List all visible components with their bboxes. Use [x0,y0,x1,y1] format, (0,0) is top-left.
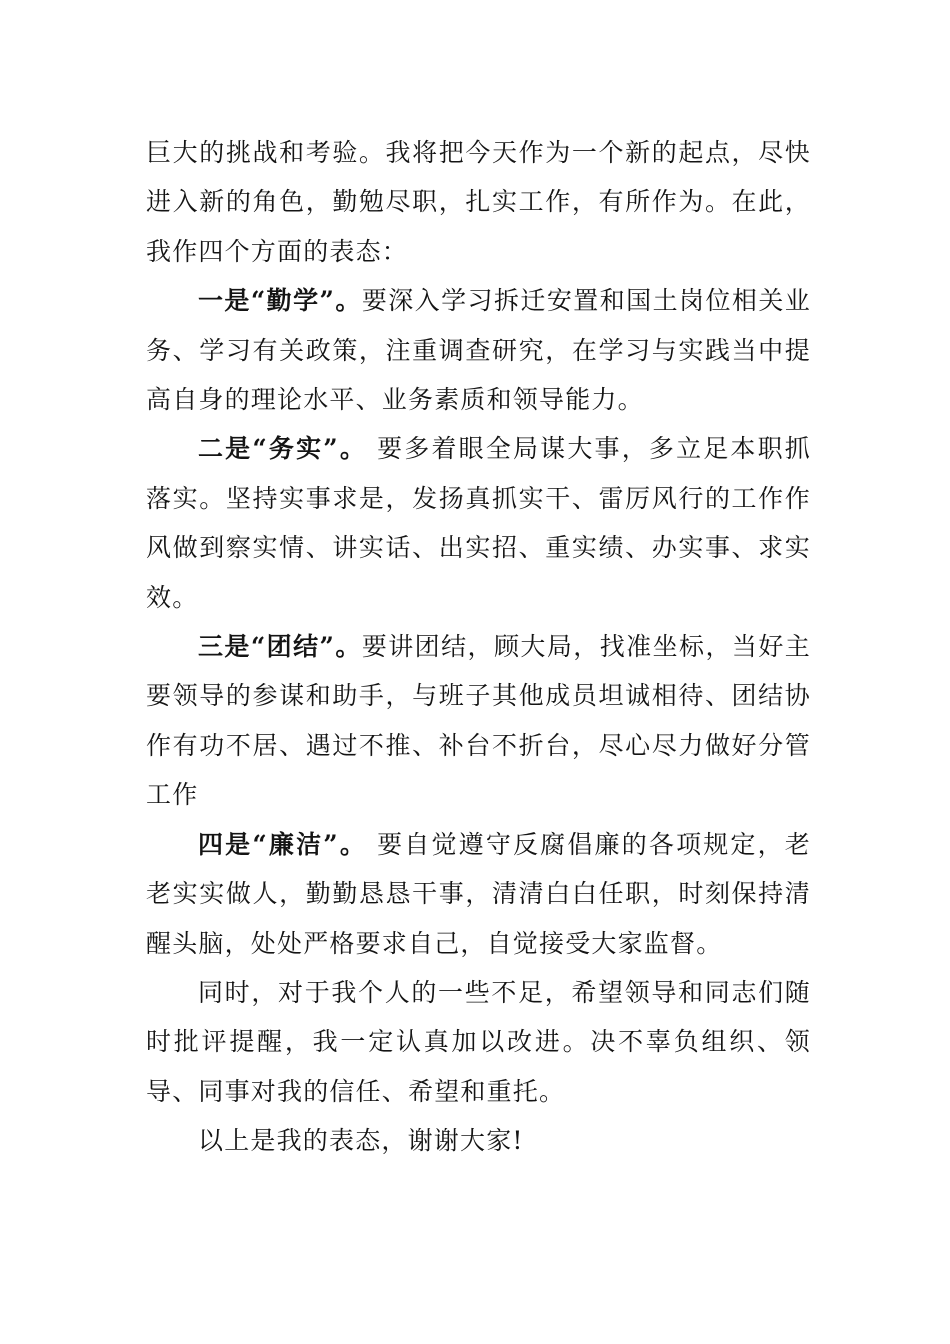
paragraph-heading: 二是“务实”。 [198,434,367,464]
paragraph-heading: 一是“勤学”。 [198,286,362,316]
paragraph-heading: 四是“廉洁”。 [198,829,367,859]
paragraph-text: 要多着眼全局谋大事，多立足本职抓落实。坚持实事求是，发扬真抓实干、雷厉风行的工作作风做到察实情、讲实话、出实招、重实绩、办实事、求实效。 [146,434,811,612]
paragraph-text: 以上是我的表态，谢谢大家! [198,1126,524,1156]
paragraph-self-improvement [146,968,811,1116]
paragraph-unity [146,622,811,820]
document-body [146,128,811,1166]
paragraph-text: 要深入学习拆迁安置和国土岗位相关业务、学习有关政策，注重调查研究，在学习与实践当中提高自身的理论水平、业务素质和领导能力。 [146,286,811,415]
paragraph-text: 要自觉遵守反腐倡廉的各项规定，老老实实做人，勤勤恳恳干事，清清白白任职，时刻保持清醒头脑，处处严格要求自己，自觉接受大家监督。 [146,829,811,958]
paragraph-intro [146,128,811,276]
paragraph-text: 巨大的挑战和考验。我将把今天作为一个新的起点，尽快进入新的角色，勤勉尽职，扎实工作，有所作为。在此，我作四个方面的表态： [146,138,811,266]
paragraph-diligent-study [146,276,811,424]
paragraph-integrity [146,820,811,968]
paragraph-text: 同时，对于我个人的一些不足，希望领导和同志们随时批评提醒，我一定认真加以改进。决不辜负组织、领导、同事对我的信任、希望和重托。 [146,977,811,1106]
paragraph-text: 要讲团结，顾大局，找准坐标，当好主要领导的参谋和助手，与班子其他成员坦诚相待、团结协作有功不居、遇过不推、补台不折台，尽心尽力做好分管工作 [146,632,811,810]
paragraph-heading: 三是“团结”。 [198,632,362,662]
paragraph-closing [146,1116,811,1165]
paragraph-pragmatic [146,424,811,622]
